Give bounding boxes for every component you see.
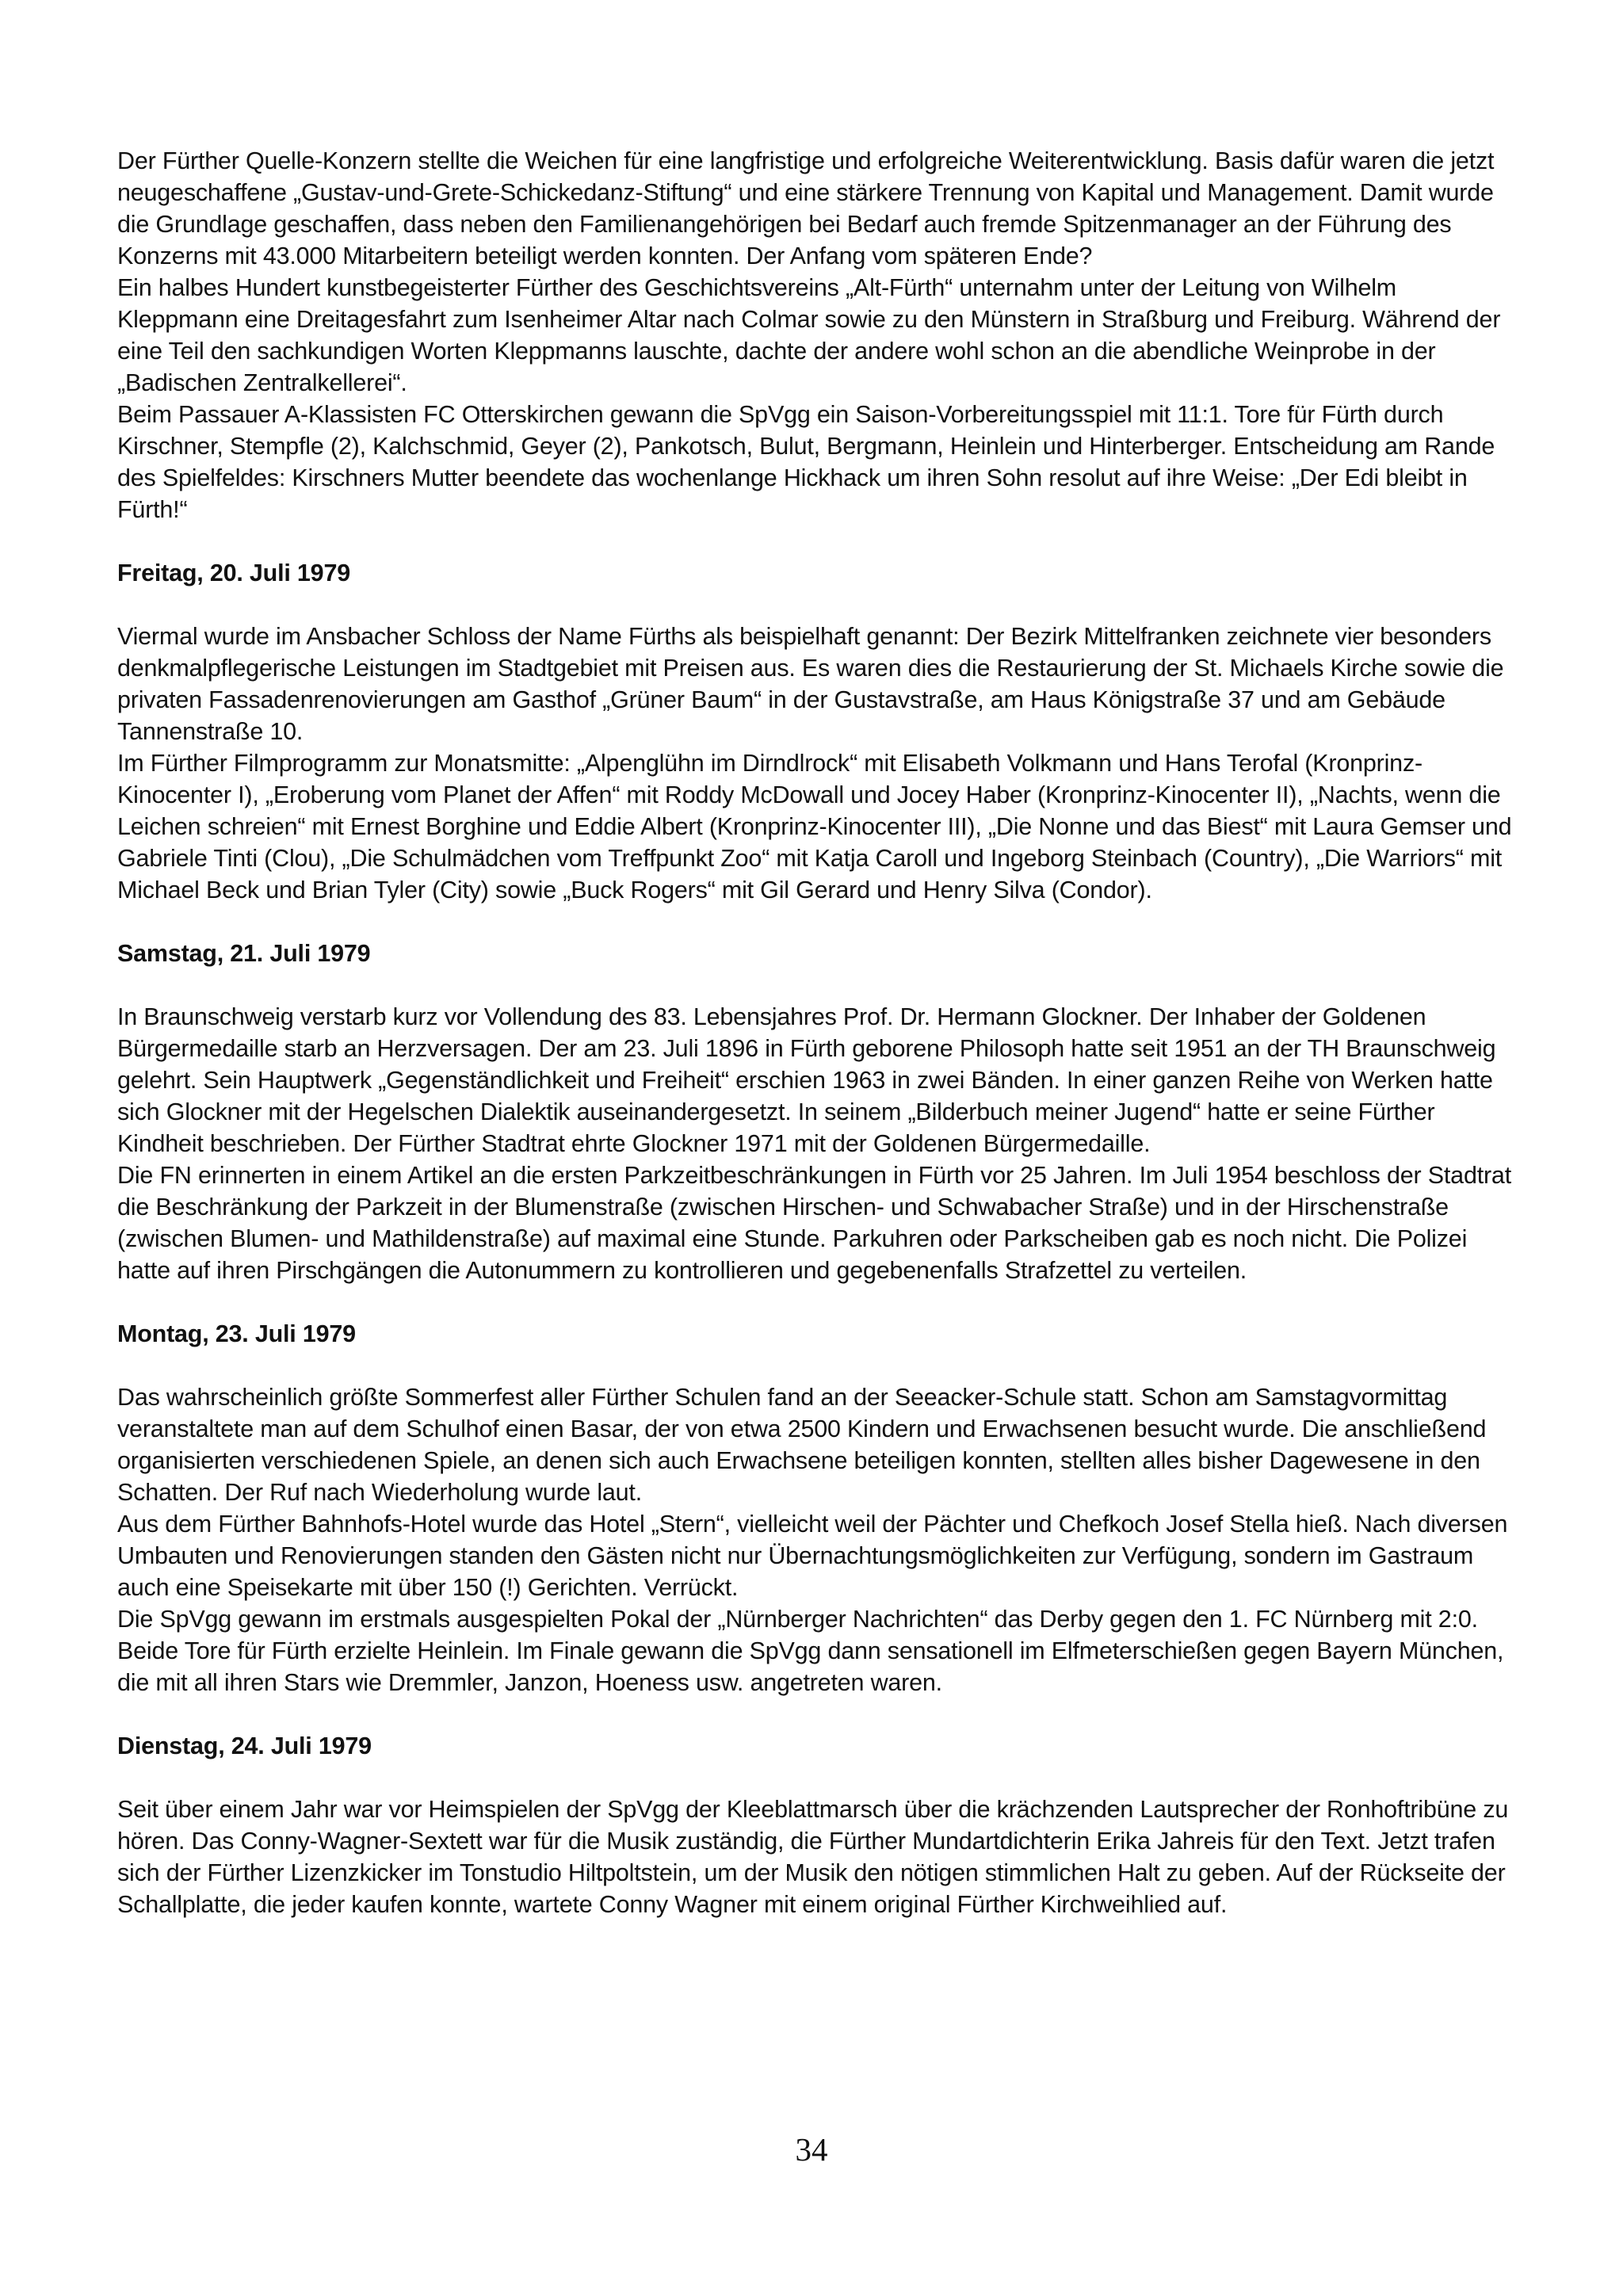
section-heading-saturday: Samstag, 21. Juli 1979 — [117, 940, 371, 967]
spacer — [117, 1350, 1520, 1381]
spacer — [117, 906, 1520, 938]
page-number: 34 — [795, 2131, 828, 2168]
paragraph: Die SpVgg gewann im erstmals ausgespielten Pokal der „Nürnberger Nachrichten“ das Derby gegen den 1. FC Nürnberg mit 2:0. Beide Tore für Fürth erzielte Heinlein. Im Finale gewann die SpVgg dann sensationell im Elfmeterschießen gegen Bayern München, die mit all ihren Stars wie Dremmler, Janzon, Hoeness usw. angetreten waren. — [117, 1606, 1504, 1696]
spacer — [117, 969, 1520, 1001]
paragraph: Ein halbes Hundert kunstbegeisterter Fürther des Geschichtsvereins „Alt-Fürth“ unternahm unter der Leitung von Wilhelm Kleppmann eine Dreitagesfahrt zum Isenheimer Altar nach Colmar sowie zu den Münstern in Straßburg und Freiburg. Während der eine Teil den sachkundigen Worten Kleppmanns lauschte, dachte der andere wohl schon an die abendliche Weinprobe in der „Badischen Zentralkellerei“. — [117, 274, 1501, 396]
spacer — [117, 1762, 1520, 1794]
spacer — [117, 525, 1520, 557]
paragraph: Seit über einem Jahr war vor Heimspielen der SpVgg der Kleeblattmarsch über die krächzenden Lautsprecher der Ronhoftribüne zu hören. Das Conny-Wagner-Sextett war für die Musik zuständig, die Fürther Mundartdichterin Erika Jahreis für den Text. Jetzt trafen sich der Fürther Lizenzkicker im Tonstudio Hiltpoltstein, um der Musik den nötigen stimmlichen Halt zu geben. Auf der Rückseite der Schallplatte, die jeder kaufen konnte, wartete Conny Wagner mit einem original Fürther Kirchweihlied auf. — [117, 1796, 1509, 1918]
paragraph: Das wahrscheinlich größte Sommerfest aller Fürther Schulen fand an der Seeacker-Schule statt. Schon am Samstagvormittag veranstaltete man auf dem Schulhof einen Basar, der von etwa 2500 Kindern und Erwachsenen besucht wurde. Die anschließend organisierten verschiedenen Spiele, an denen sich auch Erwachsene beteiligen konnten, stellten alles bisher Dagewesene in den Schatten. Der Ruf nach Wiederholung wurde laut. — [117, 1384, 1487, 1506]
paragraph: Beim Passauer A-Klassisten FC Otterskirchen gewann die SpVgg ein Saison-Vorbereitungsspiel mit 11:1. Tore für Fürth durch Kirschner, Stempfle (2), Kalchschmid, Geyer (2), Pankotsch, Bulut, Bergmann, Heinlein und Hinterberger. Entscheidung am Rande des Spielfeldes: Kirschners Mutter beendete das wochenlange Hickhack um ihren Sohn resolut auf ihre Weise: „Der Edi bleibt in Fürth!“ — [117, 401, 1495, 523]
section-heading-friday: Freitag, 20. Juli 1979 — [117, 560, 350, 586]
paragraph: In Braunschweig verstarb kurz vor Vollendung des 83. Lebensjahres Prof. Dr. Hermann Glockner. Der Inhaber der Goldenen Bürgermedaille starb an Herzversagen. Der am 23. Juli 1896 in Fürth geborene Philosoph hatte seit 1951 an der TH Braunschweig gelehrt. Sein Hauptwerk „Gegenständlichkeit und Freiheit“ erschien 1963 in zwei Bänden. In einer ganzen Reihe von Werken hatte sich Glockner mit der Hegelschen Dialektik auseinandergesetzt. In seinem „Bilderbuch meiner Jugend“ hatte er seine Fürther Kindheit beschrieben. Der Fürther Stadtrat ehrte Glockner 1971 mit der Goldenen Bürgermedaille. — [117, 1003, 1496, 1157]
paragraph: Viermal wurde im Ansbacher Schloss der Name Fürths als beispielhaft genannt: Der Bezirk Mittelfranken zeichnete vier besonders denkmalpflegerische Leistungen im Stadtgebiet mit Preisen aus. Es waren dies die Restaurierung der St. Michaels Kirche sowie die privaten Fassadenrenovierungen am Gasthof „Grüner Baum“ in der Gustavstraße, am Haus Königstraße 37 und am Gebäude Tannenstraße 10. — [117, 623, 1504, 745]
paragraph: Im Fürther Filmprogramm zur Monatsmitte: „Alpenglühn im Dirndlrock“ mit Elisabeth Volkmann und Hans Terofal (Kronprinz-Kinocenter I), „Eroberung vom Planet der Affen“ mit Roddy McDowall und Jocey Haber (Kronprinz-Kinocenter II), „Nachts, wenn die Leichen schreien“ mit Ernest Borghine und Eddie Albert (Kronprinz-Kinocenter III), „Die Nonne und das Biest“ mit Laura Gemser und Gabriele Tinti (Clou), „Die Schulmädchen vom Treffpunkt Zoo“ mit Katja Caroll und Ingeborg Steinbach (Country), „Die Warriors“ mit Michael Beck und Brian Tyler (City) sowie „Buck Rogers“ mit Gil Gerard und Henry Silva (Condor). — [117, 750, 1512, 904]
section-heading-monday: Montag, 23. Juli 1979 — [117, 1320, 356, 1347]
paragraph: Der Fürther Quelle-Konzern stellte die Weichen für eine langfristige und erfolgreiche Weiterentwicklung. Basis dafür waren die jetzt neugeschaffene „Gustav-und-Grete-Schickedanz-Stiftung“ und eine stärkere Trennung von Kapital und Management. Damit wurde die Grundlage geschaffen, dass neben den Familienangehörigen bei Bedarf auch fremde Spitzenmanager an der Führung des Konzerns mit 43.000 Mitarbeitern beteiligt werden konnten. Der Anfang vom späteren Ende? — [117, 147, 1495, 269]
spacer — [117, 589, 1520, 621]
paragraph: Aus dem Fürther Bahnhofs-Hotel wurde das Hotel „Stern“, vielleicht weil der Pächter und Chefkoch Josef Stella hieß. Nach diversen Umbauten und Renovierungen standen den Gästen nicht nur Übernachtungsmöglichkeiten zur Verfügung, sondern im Gastraum auch eine Speisekarte mit über 150 (!) Gerichten. Verrückt. — [117, 1511, 1508, 1601]
document-body — [117, 145, 1520, 1920]
spacer — [117, 1698, 1520, 1730]
spacer — [117, 1286, 1520, 1318]
section-heading-tuesday: Dienstag, 24. Juli 1979 — [117, 1733, 372, 1759]
paragraph: Die FN erinnerten in einem Artikel an die ersten Parkzeitbeschränkungen in Fürth vor 25 Jahren. Im Juli 1954 beschloss der Stadtrat die Beschränkung der Parkzeit in der Blumenstraße (zwischen Hirschen- und Schwabacher Straße) und in der Hirschenstraße (zwischen Blumen- und Mathildenstraße) auf maximal eine Stunde. Parkuhren oder Parkscheiben gab es noch nicht. Die Polizei hatte auf ihren Pirschgängen die Autonummern zu kontrollieren und gegebenenfalls Strafzettel zu verteilen. — [117, 1162, 1511, 1284]
